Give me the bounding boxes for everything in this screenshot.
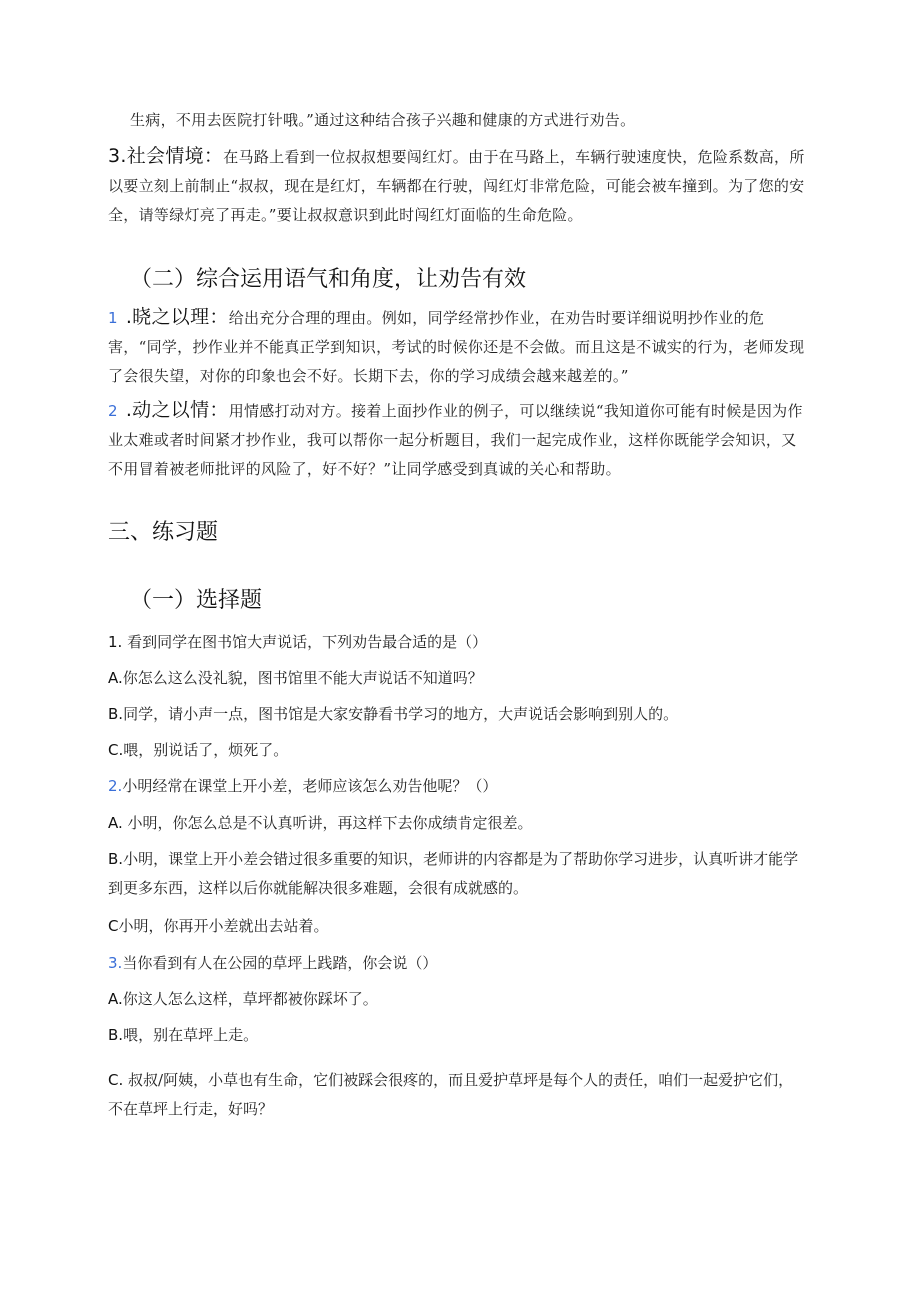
situation-3-text: 在马路上看到一位叔叔想要闯红灯。由于在马路上，车辆行驶速度快，危险系数高，所以要立刻上前制止“叔叔，现在是红灯，车辆都在行驶，闯红灯非常危险，可能会被车撞到。为了您的安全，请等绿灯亮了再走。”要让叔叔意识到此时闯红灯面临的生命危险。: [108, 148, 805, 224]
question-1-option-c: C.喂，别说话了，烦死了。: [108, 741, 289, 759]
question-2: [108, 772, 808, 801]
situation-3: [108, 142, 808, 230]
question-3-number: 3.: [108, 954, 123, 972]
item-1-text: 给出充分合理的理由。例如，同学经常抄作业，在劝告时要详细说明抄作业的危害，“同学，抄作业并不能真正学到知识，考试的时候你还是不会做。而且这是不诚实的行为，老师发现了会很失望，对你的印象也会不好。长期下去，你的学习成绩会越来越差的。”: [108, 309, 805, 385]
question-3-option-c: C. 叔叔/阿姨，小草也有生命，它们被踩会很疼的，而且爱护草坪是每个人的责任，咱们一起爱护它们，不在草坪上行走，好吗？: [108, 1071, 794, 1118]
question-3-option-a: A.你这人怎么这样，草坪都被你踩坏了。: [108, 990, 378, 1008]
section-2-heading: （二）综合运用语气和角度，让劝告有效: [130, 267, 527, 292]
item-2-text: 用情感打动对方。接着上面抄作业的例子，可以继续说“我知道你可能有时候是因为作业太难或者时间紧才抄作业，我可以帮你一起分析题目，我们一起完成作业，这样你既能学会知识，又不用冒着被老师批评的风险了，好不好？”让同学感受到真诚的关心和帮助。: [108, 402, 803, 478]
question-1-option-b: B.同学，请小声一点，图书馆是大家安静看书学习的地方，大声说话会影响到别人的。: [108, 705, 679, 723]
question-1-text: 看到同学在图书馆大声说话，下列劝告最合适的是（）: [127, 633, 488, 651]
choice-heading: （一）选择题: [130, 588, 263, 613]
item-2-number: 2: [108, 402, 118, 420]
item-2-label: .动之以情：: [125, 399, 229, 421]
item-1: [108, 303, 808, 391]
question-1-number: 1.: [108, 633, 123, 651]
item-1-label: .晓之以理：: [125, 306, 229, 328]
question-1-option-a: A.你怎么这么没礼貌，图书馆里不能大声说话不知道吗？: [108, 669, 483, 687]
part-3-heading: 三、练习题: [108, 520, 219, 545]
question-3-text: 当你看到有人在公园的草坪上践踏，你会说（）: [122, 954, 438, 972]
question-2-text: 小明经常在课堂上开小差，老师应该怎么劝告他呢？（）: [122, 777, 498, 795]
question-2-option-a: A. 小明，你怎么总是不认真听讲，再这样下去你成绩肯定很差。: [108, 814, 533, 832]
question-2-option-c: C小明，你再开小差就出去站着。: [108, 917, 329, 935]
intro-tail: 生病，不用去医院打针哦。”通过这种结合孩子兴趣和健康的方式进行劝告。: [130, 111, 636, 129]
question-2-number: 2.: [108, 777, 123, 795]
item-1-number: 1: [108, 309, 118, 327]
question-3: [108, 949, 808, 978]
item-2: [108, 396, 808, 484]
question-3-option-b: B.喂，别在草坪上走。: [108, 1026, 259, 1044]
situation-3-label: 3.社会情境：: [108, 145, 224, 167]
question-1: [108, 628, 808, 657]
question-2-option-b: B.小明，课堂上开小差会错过很多重要的知识，老师讲的内容都是为了帮助你学习进步，认真听讲才能学到更多东西，这样以后你就能解决很多难题，会很有成就感的。: [108, 850, 799, 897]
